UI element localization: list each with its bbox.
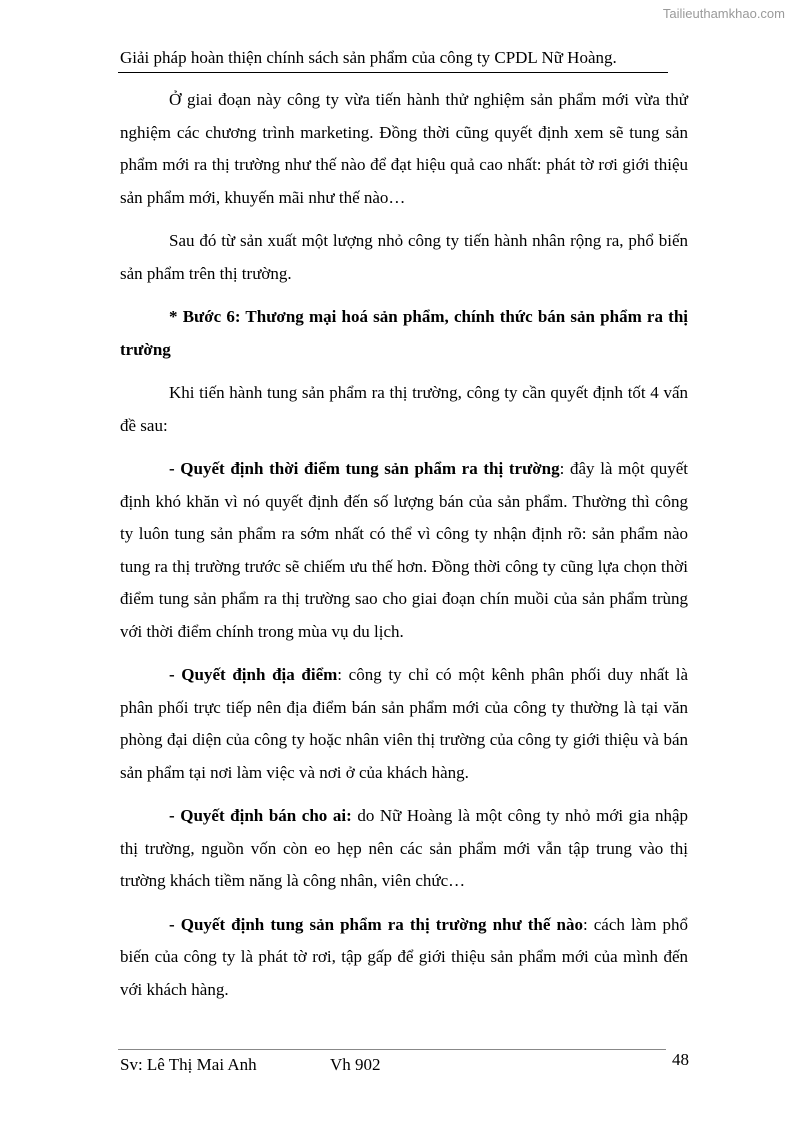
decision-time-text: : đây là một quyết định khó khăn vì nó quyết định đến số lượng bán của sản phẩm. Thường thì công ty luôn tung sản phẩm ra sớm nhất có thể vì công ty nhận định rõ: sản phẩm nào tung ra thị trường trước sẽ chiếm ưu thế hơn. Đồng thời công ty cũng lựa chọn thời điểm tung sản phẩm ra thị trường sao cho giai đoạn chín muồi của sản phẩm trùng với thời điểm chính trong mùa vụ du lịch. [120, 459, 688, 641]
page-header-title: Giải pháp hoàn thiện chính sách sản phẩm của công ty CPDL Nữ Hoàng. [120, 48, 617, 67]
paragraph-decision-how [120, 909, 688, 1007]
header-divider [118, 72, 668, 73]
decision-place-label: - Quyết định địa điểm [169, 665, 338, 684]
paragraph-decision-whom [120, 800, 688, 898]
footer-class-code: Vh 902 [330, 1055, 381, 1074]
paragraph-decision-time [120, 453, 688, 648]
decision-place-text: : công ty chỉ có một kênh phân phối duy nhất là phân phối trực tiếp nên địa điểm bán sản phẩm mới của công ty thường là tại văn phòng đại diện của công ty hoặc nhân viên thị trường của công ty giới thiệu và bán sản phẩm tại nơi làm việc và nơi ở của khách hàng. [120, 665, 688, 782]
decision-whom-text: do Nữ Hoàng là một công ty nhỏ mới gia nhập thị trường, nguồn vốn còn eo hẹp nên các sản phẩm mới vẫn tập trung vào thị trường khách tiềm năng là công nhân, viên chức… [120, 806, 688, 890]
step6-heading: * Bước 6: Thương mại hoá sản phẩm, chính thức bán sản phẩm ra thị trường [120, 307, 688, 359]
paragraph-four-issues: Khi tiến hành tung sản phẩm ra thị trường, công ty cần quyết định tốt 4 vấn đề sau: [120, 383, 688, 435]
paragraph-testing: Ở giai đoạn này công ty vừa tiến hành thử nghiệm sản phẩm mới vừa thử nghiệm các chương trình marketing. Đồng thời cũng quyết định xem sẽ tung sản phẩm mới ra thị trường như thế nào để đạt hiệu quả cao nhất: phát tờ rơi giới thiệu sản phẩm mới, khuyến mãi như thế nào… [120, 90, 688, 207]
document-body [120, 84, 688, 1017]
decision-whom-label: - Quyết định bán cho ai: [169, 806, 352, 825]
page-number: 48 [672, 1050, 689, 1069]
decision-how-text: : cách làm phổ biến của công ty là phát tờ rơi, tập gấp để giới thiệu sản phẩm mới của mình đến với khách hàng. [120, 914, 688, 999]
paragraph-decision-place [120, 659, 688, 789]
decision-how-label: - Quyết định tung sản phẩm ra thị trường như thế nào [169, 914, 583, 934]
watermark-text: Tailieuthamkhao.com [662, 6, 785, 21]
paragraph-expansion: Sau đó từ sản xuất một lượng nhỏ công ty tiến hành nhân rộng ra, phổ biến sản phẩm trên thị trường. [120, 231, 688, 283]
footer-divider [118, 1049, 666, 1050]
footer-student-name: Sv: Lê Thị Mai Anh [120, 1055, 257, 1074]
decision-time-label: - Quyết định thời điểm tung sản phẩm ra thị trường [169, 459, 560, 478]
